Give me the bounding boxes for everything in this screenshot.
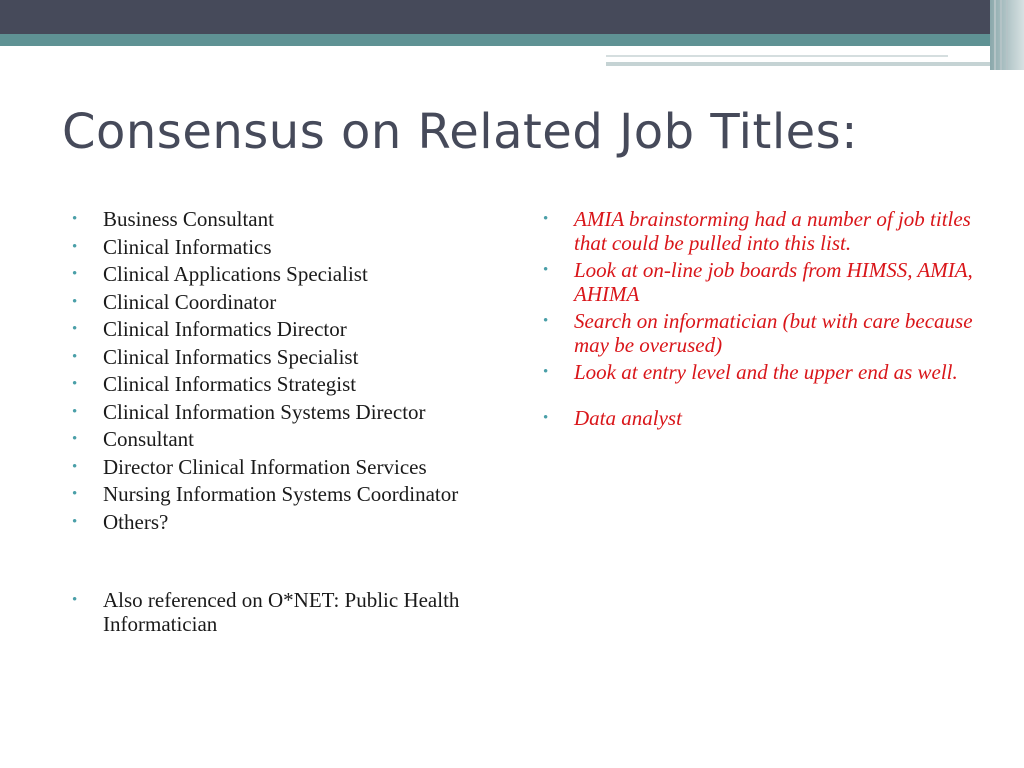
list-item-text: AMIA brainstorming had a number of job titles that could be pulled into this list.: [574, 207, 971, 255]
list-item: [72, 290, 492, 314]
bullet-icon: •: [543, 410, 549, 426]
list-item-text: Data analyst: [574, 406, 682, 430]
bullet-icon: •: [72, 431, 78, 447]
bullet-icon: •: [543, 262, 549, 278]
list-item-text: Clinical Informatics: [103, 234, 272, 259]
list-item-text: Director Clinical Information Services: [103, 454, 427, 479]
list-item: [72, 482, 492, 506]
list-item: [72, 400, 492, 424]
bullet-icon: •: [72, 211, 78, 227]
list-item: [72, 372, 492, 396]
bullet-icon: •: [72, 321, 78, 337]
bullet-icon: •: [72, 458, 78, 475]
bullet-icon: •: [72, 513, 78, 530]
decorative-line-lower: [606, 62, 994, 66]
decorative-line-upper: [606, 55, 948, 57]
bullet-icon: •: [543, 364, 549, 380]
list-item: [72, 235, 492, 259]
list-item-text: Also referenced on O*NET: Public Health Informatician: [103, 587, 460, 636]
bullet-icon: •: [72, 348, 78, 365]
bullet-icon: •: [72, 591, 78, 608]
list-item: [72, 455, 492, 479]
list-item-text: Look at entry level and the upper end as well.: [574, 360, 958, 384]
list-item-text: Consultant: [103, 427, 195, 451]
job-titles-list: [72, 207, 492, 639]
bullet-icon: •: [72, 238, 78, 255]
bullet-icon: •: [543, 313, 549, 329]
list-item: [543, 360, 973, 384]
header-bar: [0, 0, 1024, 34]
list-item: [543, 258, 973, 306]
list-item-text: Clinical Informatics Specialist: [103, 344, 359, 369]
list-item-text: Search on informatician (but with care because may be overused): [574, 309, 973, 357]
bullet-icon: •: [72, 403, 78, 420]
list-item: [543, 207, 973, 255]
list-item: [72, 262, 492, 286]
list-item: [72, 317, 492, 341]
list-item: [543, 309, 973, 357]
list-item-text: Clinical Informatics Strategist: [103, 372, 357, 396]
list-item-text: Business Consultant: [103, 207, 274, 231]
slide-title: Consensus on Related Job Titles:: [62, 104, 858, 160]
bullet-icon: •: [72, 293, 78, 310]
bullet-icon: •: [72, 376, 78, 392]
list-item: [72, 588, 492, 636]
accent-band: [0, 34, 1024, 46]
list-item-text: Clinical Coordinator: [103, 289, 277, 314]
list-item-text: Clinical Informatics Director: [103, 317, 347, 341]
list-item-text: Others?: [103, 509, 169, 534]
list-item: [72, 427, 492, 451]
list-item-text: Clinical Information Systems Director: [103, 399, 426, 424]
list-item: [72, 345, 492, 369]
list-item: [72, 510, 492, 534]
corner-accent: [990, 0, 1024, 70]
notes-list: [543, 207, 973, 433]
bullet-icon: •: [543, 211, 549, 227]
bullet-icon: •: [72, 486, 78, 502]
list-item-text: Nursing Information Systems Coordinator: [103, 482, 459, 506]
list-item: [72, 207, 492, 231]
list-item-text: Look at on-line job boards from HIMSS, AMIA, AHIMA: [574, 258, 973, 306]
list-item-text: Clinical Applications Specialist: [103, 262, 368, 286]
bullet-icon: •: [72, 266, 78, 282]
list-item: [543, 406, 973, 430]
